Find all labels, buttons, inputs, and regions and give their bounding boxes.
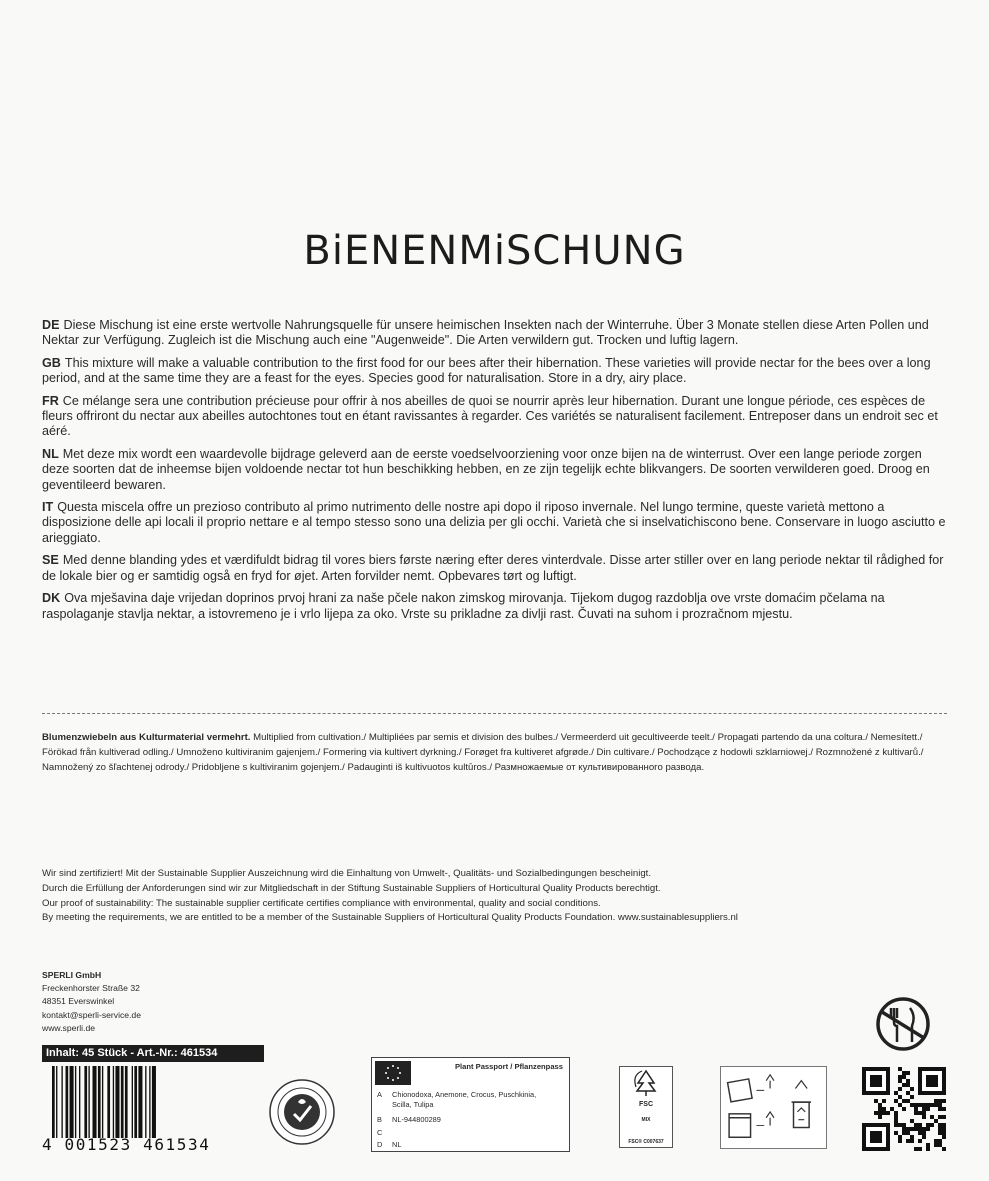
company-email[interactable]: kontakt@sperli-service.de xyxy=(42,1009,141,1020)
fsc-mix: MIX xyxy=(641,1117,651,1123)
lang-code: SE xyxy=(42,553,59,568)
lang-code: IT xyxy=(42,500,54,515)
no-food-icon xyxy=(872,994,934,1054)
plant-passport xyxy=(371,1057,570,1152)
product-title: BiENENMiSCHUNG xyxy=(303,228,686,274)
description-nl xyxy=(42,447,947,493)
passport-key: B xyxy=(377,1115,382,1124)
description-gb xyxy=(42,356,947,387)
sustainability-line: Our proof of sustainability: The sustainable supplier certificate certifies compliance with environmental, quality and social conditions. xyxy=(42,897,601,909)
fsc-tree-icon xyxy=(620,1067,672,1099)
description-fr xyxy=(42,394,947,440)
sustainability-line: Wir sind zertifiziert! Mit der Sustainable Supplier Auszeichnung wird die Einhaltung von Umwelt-, Qualitäts- und Sozialbedingungen bescheinigt. xyxy=(42,868,651,879)
passport-row-a xyxy=(377,1090,565,1110)
cultivation-text: Multiplied from cultivation./ Multipliées par semis et division des bulbes./ Vermeerderd uit gecultiveerde teelt./ Propagati partendo da una coltura./ Nemesített./ Förökad från kultiverad odling./ Umnoženo kultiviranim gajenjem./ Formering via kultivert dyrkning./ Forøget fra kultiveret afgrøde./ Din cultivare./ Pochodzące z hodowli szklarniowej./ Rozmnožené z kultivarů./ Namnožený zo šľachtenej odrody./ Pridobljene s kultiviranim gojenjem./ Padauginti iš kultivuotos kultūros./ Размножаемые от культивированного развода. xyxy=(42,732,924,773)
passport-key: A xyxy=(377,1090,382,1099)
company-name: SPERLI GmbH xyxy=(42,970,102,980)
lang-code: GB xyxy=(42,355,61,370)
barcode-icon xyxy=(52,1066,234,1138)
lang-code: DE xyxy=(42,318,60,332)
passport-value: NL xyxy=(392,1140,402,1149)
cultivation-heading: Blumenzwiebeln aus Kulturmaterial vermehrt. xyxy=(42,732,251,743)
description-se xyxy=(42,553,947,584)
lang-code: FR xyxy=(42,393,59,408)
passport-row-b xyxy=(377,1115,565,1125)
plant-passport-title: Plant Passport / Pflanzenpass xyxy=(454,1062,563,1071)
description-dk xyxy=(42,591,947,622)
description-text: Ova mješavina daje vrijedan doprinos prvoj hrani za naše pčele nakon zimskog mirovanja. Tijekom dugog razdoblja ove vrste domaćim pčelama na raspolaganje stavlja nektar, a istovremeno je i vrlo lijepa za oko. Vrste su prikladne za divlji rast. Čuvati na suhom i prozračnom mjestu. xyxy=(42,591,885,621)
passport-row-d xyxy=(377,1140,565,1150)
description-text: Questa miscela offre un prezioso contributo al primo nutrimento delle nostre api dopo il riposo invernale. Nel lungo termine, queste varietà mettono a disposizione delle api locali il proprio nettare e al tempo stesso sono una delizia per gli occhi. Varietà che si inselvatichiscono bene. Conservare in luogo asciutto e arieggiato. xyxy=(42,500,946,545)
company-website[interactable]: www.sperli.de xyxy=(42,1022,96,1033)
passport-key: C xyxy=(377,1128,383,1137)
passport-row-c xyxy=(377,1128,565,1137)
lang-code: NL xyxy=(42,446,59,461)
content-label: Inhalt: 45 Stück - Art.-Nr.: 461534 xyxy=(42,1045,264,1062)
description-de xyxy=(42,318,947,349)
recycling-info-icon xyxy=(720,1066,827,1149)
passport-value: Chionodoxa, Anemone, Crocus, Puschkinia, Scilla, Tulipa xyxy=(392,1090,537,1109)
description-text: Met deze mix wordt een waardevolle bijdrage geleverd aan de eerste voedselvoorziening voor onze bijen na de winterrust. Over een lange periode zorgen deze soorten dat de inheemse bijen voldoende nectar tot hun beschikking hebben, en ze zijn tegelijk echte blikvangers. De soorten verwilderen goed. Droog en geventileerd bewaren. xyxy=(42,446,930,492)
lang-code: DK xyxy=(42,591,61,606)
fsc-label xyxy=(619,1066,673,1148)
description-it xyxy=(42,500,947,546)
sustainability-line: By meeting the requirements, we are entitled to be a member of the Sustainable Suppliers of Horticultural Quality Products Foundation. www.sustainablesuppliers.nl xyxy=(42,912,738,924)
eu-flag-icon xyxy=(375,1061,411,1085)
fsc-name: FSC xyxy=(639,1101,653,1108)
dashed-divider xyxy=(42,713,947,714)
company-city: 48351 Everswinkel xyxy=(42,996,115,1007)
passport-value: NL-944800289 xyxy=(392,1115,441,1124)
company-street: Freckenhorster Straße 32 xyxy=(42,983,140,994)
sustainable-supplier-seal-icon xyxy=(268,1078,336,1146)
description-text: This mixture will make a valuable contribution to the first food for our bees after their hibernation. These varieties will provide nectar for the bees over a long period, and at the same time they are a feast for the eyes. Species good for naturalisation. Store in a dry, airy place. xyxy=(42,355,931,386)
barcode-number: 4 001523 461534 xyxy=(42,1135,211,1154)
description-text: Ce mélange sera une contribution précieuse pour offrir à nos abeilles de quoi se nourrir après leur hibernation. Durant une longue période, ces espèces de fleurs offriront du nectar aux abeilles autochtones tout en étant ravissantes à regarder. Ces variétés se naturalisent facilement. Entreposer dans un endroit sec et aéré. xyxy=(42,393,938,439)
qr-code-icon xyxy=(862,1067,946,1151)
sustainability-note xyxy=(42,867,947,926)
passport-key: D xyxy=(377,1140,383,1149)
company-address xyxy=(42,969,282,1035)
sustainability-line: Durch die Erfüllung der Anforderungen sind wir zur Mitgliedschaft in der Stiftung Sustainable Suppliers of Horticultural Quality Products berechtigt. xyxy=(42,882,661,894)
description-list xyxy=(42,318,947,629)
description-text: Diese Mischung ist eine erste wertvolle Nahrungsquelle für unsere heimischen Insekten nach der Winterruhe. Über 3 Monate stellen diese Arten Pollen und Nektar zur Verfügung. Zugleich ist die Mischung auch eine "Augenweide". Die Arten verwildern gut. Trocken und luftig lagern. xyxy=(42,318,929,348)
fsc-code: FSC® C007637 xyxy=(628,1139,664,1145)
description-text: Med denne blanding ydes et værdifuldt bidrag til vores biers første næring efter deres vinterdvale. Disse arter stiller over en lang periode nektar til rådighed for de lokale bier og er samtidig også en fryd for øjet. Arten forvilder nemt. Opbevares tørt og luftigt. xyxy=(42,553,944,583)
cultivation-note xyxy=(42,731,947,775)
